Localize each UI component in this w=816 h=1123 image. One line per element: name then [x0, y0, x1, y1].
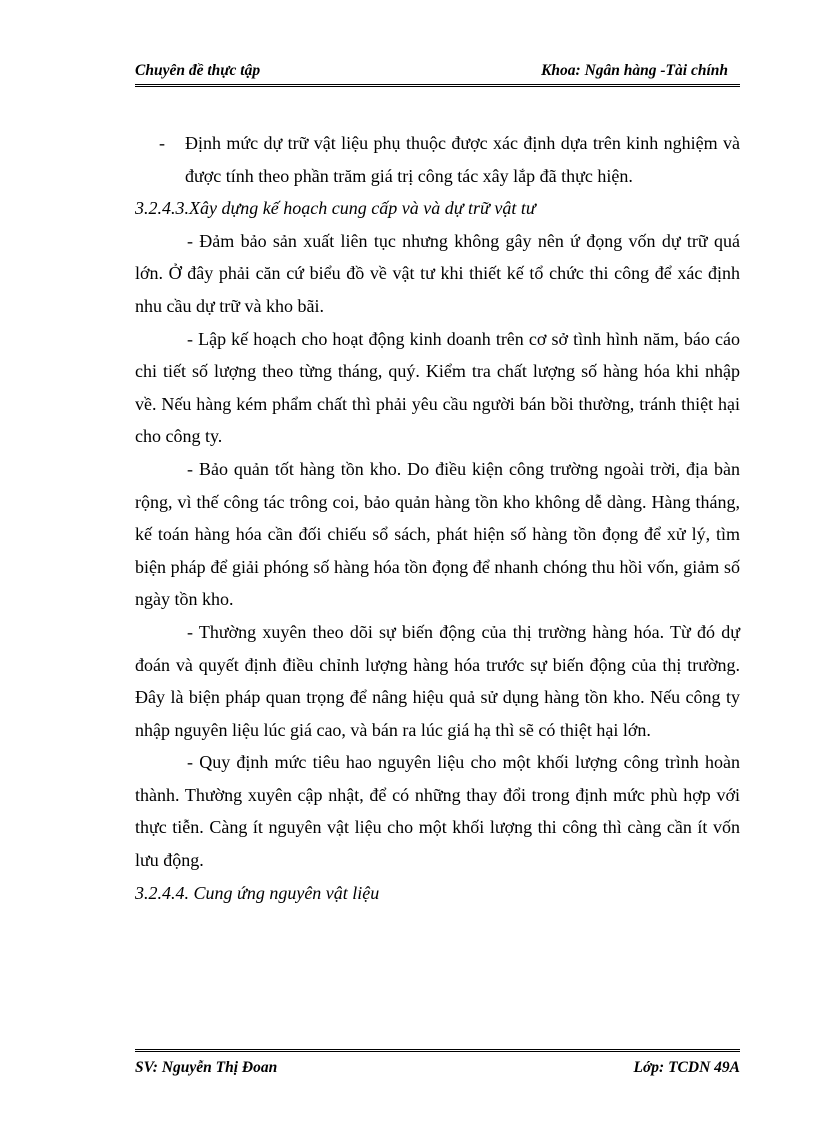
footer-student-name: SV: Nguyễn Thị Đoan [135, 1059, 278, 1076]
paragraph: - Đảm bảo sản xuất liên tục nhưng không gây nên ứ đọng vốn dự trữ quá lớn. Ở đây phải căn cứ biểu đồ về vật tư khi thiết kế tổ chức thi công để xác định nhu cầu dự trữ và kho bãi. [135, 230, 740, 316]
header-course-title: Chuyên đề thực tập [135, 62, 261, 79]
paragraph: - Quy định mức tiêu hao nguyên liệu cho một khối lượng công trình hoàn thành. Thường xuyên cập nhật, để có những thay đổi trong định mức phù hợp với thực tiễn. Càng ít nguyên vật liệu cho một khối lượng thi công thì càng cần ít vốn lưu động. [135, 752, 740, 871]
paragraph: - Thường xuyên theo dõi sự biến động của thị trường hàng hóa. Từ đó dự đoán và quyết định điều chỉnh lượng hàng hóa trước sự biến động của thị trường. Đây là biện pháp quan trọng để nâng hiệu quả sử dụng hàng tồn kho. Nếu công ty nhập nguyên liệu lúc giá cao, và bán ra lúc giá hạ thì sẽ có thiệt hại lớn. [135, 621, 740, 740]
document-body [135, 127, 740, 909]
bullet-item [135, 127, 740, 192]
section-heading-3244: 3.2.4.4. Cung ứng nguyên vật liệu [135, 882, 380, 903]
page-footer [135, 1049, 740, 1076]
bullet-text: Định mức dự trữ vật liệu phụ thuộc được xác định dựa trên kinh nghiệm và được tính theo phần trăm giá trị công tác xây lắp đã thực hiện. [185, 133, 740, 186]
paragraph: - Bảo quản tốt hàng tồn kho. Do điều kiện công trường ngoài trời, địa bàn rộng, vì thế công tác trông coi, bảo quản hàng tồn kho không dễ dàng. Hàng tháng, kế toán hàng hóa cần đối chiếu sổ sách, phát hiện số hàng tồn đọng để xử lý, tìm biện pháp để giải phóng số hàng hóa tồn đọng để nhanh chóng thu hồi vốn, giảm số ngày tồn kho. [135, 458, 740, 610]
footer-class: Lớp: TCDN 49A [633, 1059, 740, 1076]
page-header [135, 60, 740, 87]
paragraph: - Lập kế hoạch cho hoạt động kinh doanh trên cơ sở tình hình năm, báo cáo chi tiết số lượng theo từng tháng, quý. Kiểm tra chất lượng số hàng hóa khi nhập về. Nếu hàng kém phẩm chất thì phải yêu cầu người bán bồi thường, tránh thiệt hại cho công ty. [135, 328, 740, 447]
header-faculty: Khoa: Ngân hàng -Tài chính [541, 62, 728, 79]
section-heading-3243: 3.2.4.3.Xây dựng kế hoạch cung cấp và và dự trữ vật tư [135, 198, 536, 219]
bullet-dash: - [159, 133, 165, 153]
